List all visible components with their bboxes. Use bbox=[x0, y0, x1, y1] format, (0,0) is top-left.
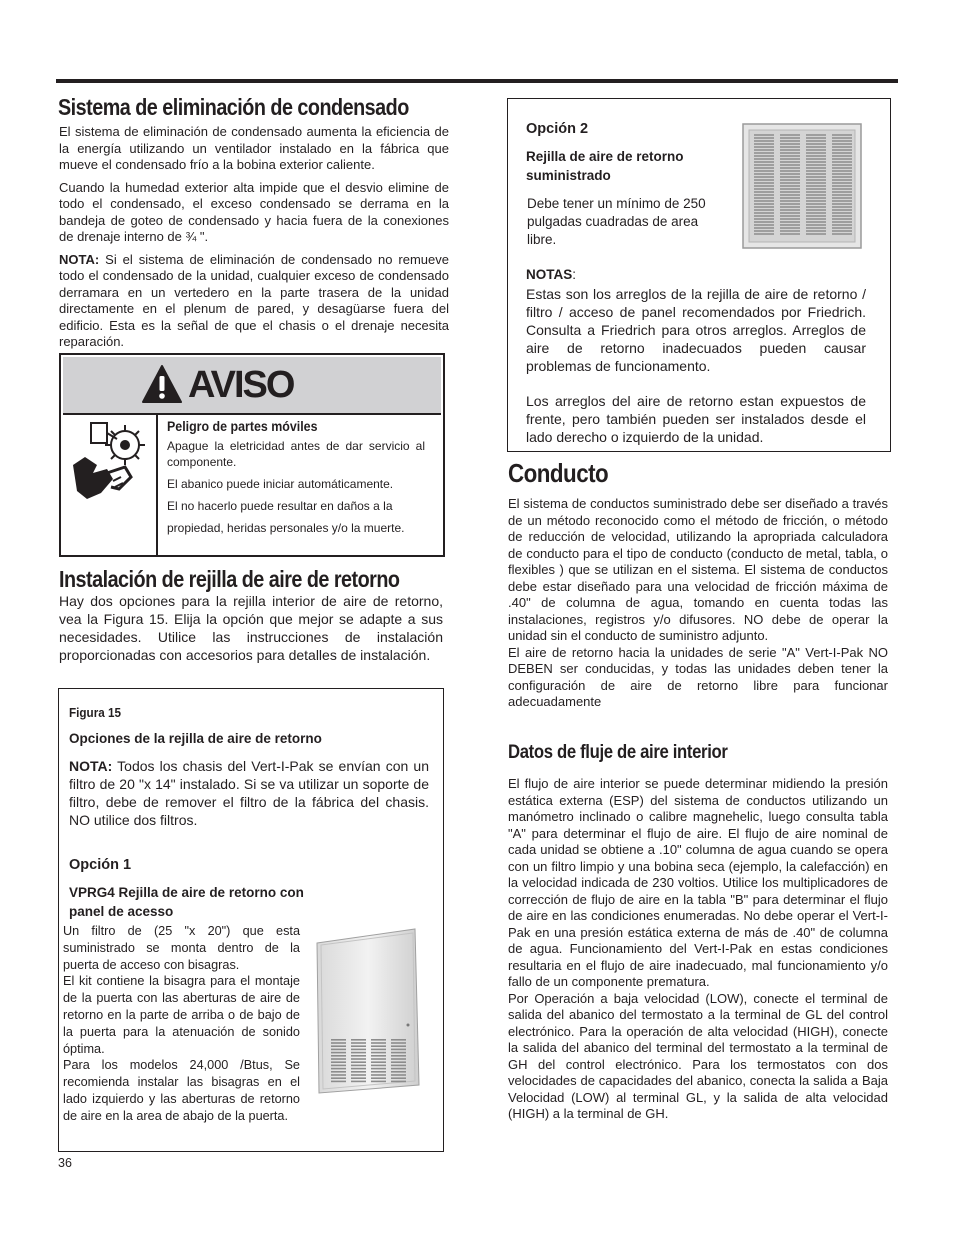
notes-paragraph: Estas son los arreglos de la rejilla de aire de retorno / filtro / acceso de panel recomendados por Friedrich. Consulta a Friedrich para otros arreglos. Arreglos de aire de retorno inadecuados pueden causar problemas de funcionamento. bbox=[526, 286, 866, 374]
notes-label: NOTAS: bbox=[526, 267, 577, 282]
figure-title: Opciones de la rejilla de aire de retorno bbox=[69, 731, 322, 746]
option-2-subheading: Rejilla de aire de retorno suministrado bbox=[526, 149, 684, 183]
warning-word: AVISO bbox=[188, 364, 294, 406]
option-1-heading: Opción 1 bbox=[69, 857, 132, 873]
option-2-heading: Opción 2 bbox=[526, 121, 589, 137]
warning-header bbox=[63, 357, 441, 415]
warning-text bbox=[167, 419, 425, 542]
section-title-conducto: Conducto bbox=[508, 458, 609, 488]
option-1-paragraph: Un filtro de (25 "x 20") que esta suministrado se monta dentro de la puerta de acceso con bisagras. bbox=[63, 924, 300, 972]
nota-text: Si el sistema de eliminación de condensado no remueve todo el condensado de la unidad, cualquier exceso de condensado derramara en un vertedero en la parte trasera de la unidad directamente en el plenum de pared, y desagüarse fuera del edificio. Esta es la señal de que el chasis o el drenaje necesita reparación. bbox=[59, 251, 449, 349]
option-1-paragraph: El kit contiene la bisagra para el montaje de la puerta con las aberturas de aire de retorno en la parte de arriba o de bajo de la puerta para la atenuación de sonido óptima. bbox=[63, 974, 300, 1056]
warning-divider bbox=[156, 415, 158, 555]
section-title-instalacion: Instalación de rejilla de aire de retorno bbox=[59, 566, 400, 592]
sistema-paragraph-1: El sistema de eliminación de condensado aumenta la eficiencia de la energía utilizando un ventilador instalado en la fábrica que mueve el condensado frío a la bobina exterior caliente. bbox=[59, 124, 449, 172]
warning-triangle-icon bbox=[141, 364, 183, 404]
conducto-paragraph-2: El aire de retorno hacia la unidades de serie "A" Vert-I-Pak NO DEBEN ser conducidas, y todas las unidades deben tener la configuración de aire de retorno libre para funcionar adecuadamente bbox=[508, 644, 888, 709]
sistema-body bbox=[59, 124, 449, 357]
section-title-datos: Datos de fluje de aire interior bbox=[508, 742, 728, 763]
option-1-subheading: VPRG4 Rejilla de aire de retorno con panel de acesso bbox=[69, 885, 304, 919]
nota-label: NOTA: bbox=[59, 251, 100, 267]
conducto-body bbox=[508, 496, 888, 711]
sistema-paragraph-3 bbox=[59, 252, 449, 351]
option-1-paragraph: Para los modelos 24,000 /Btus, Se recomienda instalar las bisagras en el lado izquierdo y las aberturas de retorno de aire en la area de abajo de la puerta. bbox=[63, 1058, 300, 1123]
top-rule bbox=[56, 79, 898, 83]
warning-line: propiedad, heridas personales y/o la muerte. bbox=[167, 521, 405, 535]
notes-paragraph: Los arreglos del aire de retorno estan expuestos de frente, pero también pueden ser instalados desde el lado derecho o izquierdo de la unidad. bbox=[526, 393, 866, 445]
section-title-sistema: Sistema de eliminación de condensado bbox=[58, 94, 409, 120]
conducto-paragraph-1: El sistema de conductos suministrado debe ser diseñado a través de un método reconocido como el método de fricción, o método de reducción de velocidad, utilizando la apropriada calculadora de conducto para el tipo de conducto (conducto de metal, tabla, o flexibles ) que se utilizan en el sistema. El sistema de conductos debe estar diseñado para una velocidad de fricción máxima de .40" de columna de agua, tomando en cuenta todas las instalaciones, registros y/o difusores. NO debe de operar la unidad sin el conducto de suministro adjunto. bbox=[508, 496, 888, 643]
warning-line: Apague la eletricidad antes de dar servicio al componente. bbox=[167, 439, 425, 469]
option-2-area-text: Debe tener un mínimo de 250 pulgadas cuadradas de area libre. bbox=[527, 196, 706, 247]
datos-body bbox=[508, 776, 888, 1123]
option-2-box bbox=[507, 98, 891, 452]
datos-paragraph-1: El flujo de aire interior se puede determinar midiendo la presión estática externa (ESP) del sistema de conductos utilizando un manómetro inclinado o calibre magnehelic, luego consulta tabla "A" para determinar el flujo de aire. El flujo de aire nominal de cada unidad se obtiene a .10" columna de agua cuando se opera con un filtro limpio y una bobina seca (ejemplo, la calefacción) en la velocidad indicada de 230 voltios. Utilice los multiplicadores de corrección de flujo de aire en la tabla "B" para determinar el flujo de aire en las condiciones enumeradas. No debe operar el Vert-I-Pak en una presión estática externa de más de .40" de columna de agua. Funcionamiento del Vert-I-Pak en estas condiciones resultaria en el flujo de aire inadecuado, mal funcionamiento y/o fallo de un componente prematura. bbox=[508, 776, 888, 989]
instalacion-body: Hay dos opciones para la rejilla interior de aire de retorno, vea la Figura 15. Elija la opción que mejor se adapte a sus necesidades. Utilice las instrucciones de instalación proporcionadas con accesorios para detalles de instalación. bbox=[59, 593, 443, 663]
sistema-paragraph-2: Cuando la humedad exterior alta impide que el desvio elimine de todo el condensado, el exceso condensado se derrama en la bandeja de goteo de condensado y hacia fuera de la conexiones de drenaje interno de ¾ ". bbox=[59, 179, 449, 244]
warning-heading: Peligro de partes móviles bbox=[167, 419, 318, 434]
page-number: 36 bbox=[58, 1156, 72, 1170]
figure-15-box bbox=[58, 688, 444, 1152]
figure-note-label: NOTA: bbox=[69, 758, 113, 774]
return-air-grille-image bbox=[742, 123, 862, 249]
warning-line: El abanico puede iniciar automáticamente. bbox=[167, 477, 394, 491]
warning-box bbox=[59, 353, 445, 557]
access-panel-grille-image bbox=[315, 927, 421, 1095]
notes-label-text: NOTAS bbox=[526, 267, 573, 282]
figure-note-text: Todos los chasis del Vert-I-Pak se envían con un filtro de 20 "x 14" instalado. Si se va utilizar un soporte de filtro, debe de remover el filtro de la fábrica del chasis. NO utilice dos filtros. bbox=[69, 758, 429, 828]
notes-body bbox=[526, 285, 866, 463]
option-1-text bbox=[63, 923, 300, 1125]
moving-parts-hazard-icon bbox=[67, 417, 151, 503]
warning-line: El no hacerlo puede resultar en daños a la bbox=[167, 499, 393, 513]
datos-paragraph-2: Por Operación a baja velocidad (LOW), conecte el terminal de salida del abanico del termostato a la terminal de GL del control electrónico. Para la operación de alta velocidad (HIGH), conecte la salida del abanico del terminal del termostato a la terminal de GH del control electrónico. Para los termostatos con dos velocidades de capacidades del abanico, conecta la salida a Baja Velocidad (LOW) al terminal GL, y la salida de alta velocidad (HIGH) a la terminal de GH. bbox=[508, 990, 888, 1121]
figure-note bbox=[69, 757, 429, 829]
figure-label: Figura 15 bbox=[69, 705, 122, 720]
